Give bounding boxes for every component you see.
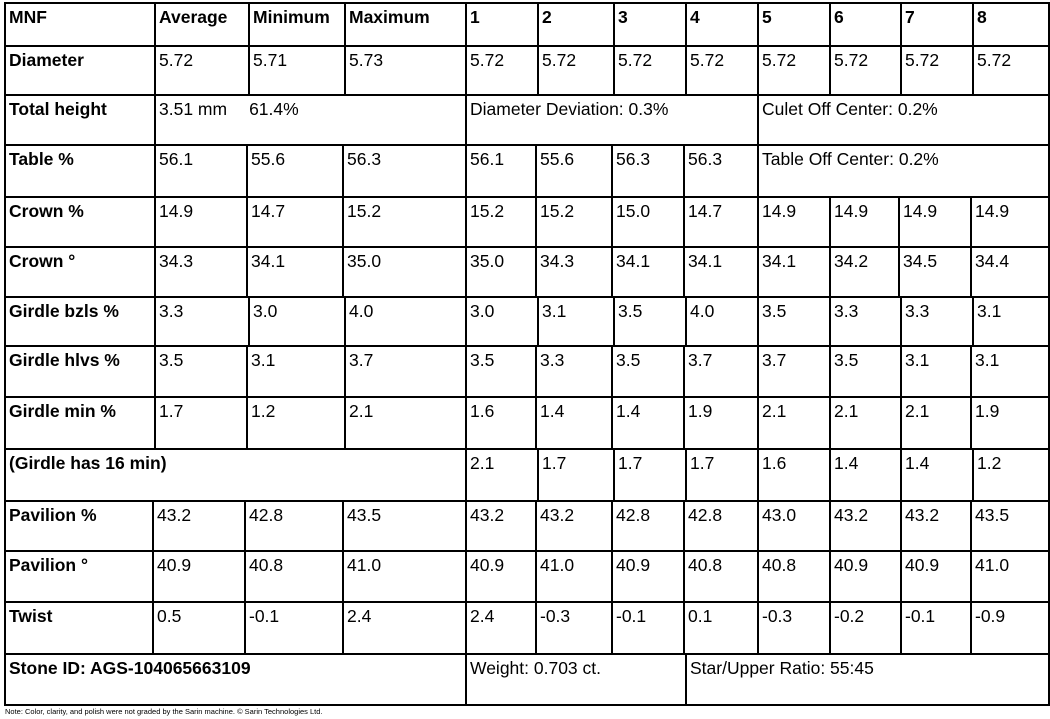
row-6-max: 4.0: [344, 296, 467, 347]
row-8-facet-6: 2.1: [829, 396, 902, 450]
row-1-facet-3: 5.72: [613, 45, 687, 96]
row-7-avg: 3.5: [154, 345, 248, 398]
row-8-min: 1.2: [246, 396, 346, 450]
row-1-min: 5.71: [248, 45, 346, 96]
row-5-label: Crown °: [4, 246, 156, 298]
row-7-facet-8: 3.1: [970, 345, 1050, 398]
girdle-16-min-facet-5: 1.6: [757, 448, 831, 502]
row-6-label: Girdle bzls %: [4, 296, 156, 347]
row-4-facet-5: 14.9: [757, 196, 831, 248]
row-8-max: 2.1: [344, 396, 467, 450]
row-label-table-pct: Table %: [4, 144, 156, 198]
row-11-min: 40.8: [244, 550, 344, 603]
header-cell-max: Maximum: [344, 2, 467, 47]
row-10-facet-5: 43.0: [757, 500, 831, 552]
row-5-facet-4: 34.1: [683, 246, 759, 298]
row-12-avg: 0.5: [152, 601, 246, 655]
row-4-facet-1: 15.2: [465, 196, 537, 248]
row-1-avg: 5.72: [154, 45, 250, 96]
header-cell-facet-2: 2: [537, 2, 615, 47]
header-cell-facet-3: 3: [613, 2, 687, 47]
row-4-facet-6: 14.9: [829, 196, 900, 248]
stone-id: Stone ID: AGS-104065663109: [4, 653, 467, 706]
row-6-facet-5: 3.5: [757, 296, 831, 347]
row-11-facet-2: 41.0: [535, 550, 613, 603]
row-8-facet-5: 2.1: [757, 396, 831, 450]
row-7-facet-6: 3.5: [829, 345, 902, 398]
row-5-facet-1: 35.0: [465, 246, 537, 298]
row-4-facet-4: 14.7: [683, 196, 759, 248]
table-off-center: Table Off Center: 0.2%: [757, 144, 1050, 198]
footnote: Note: Color, clarity, and polish were not graded by the Sarin machine. © Sarin Technologies Ltd.: [5, 707, 323, 716]
girdle-16-min-facet-7: 1.4: [900, 448, 974, 502]
row-5-facet-7: 34.5: [898, 246, 972, 298]
row-12-facet-6: -0.2: [829, 601, 902, 655]
row-8-facet-8: 1.9: [970, 396, 1050, 450]
row-6-facet-2: 3.1: [537, 296, 615, 347]
row-5-facet-2: 34.3: [535, 246, 613, 298]
table-pct-max: 56.3: [342, 144, 467, 198]
row-8-avg: 1.7: [154, 396, 248, 450]
row-8-label: Girdle min %: [4, 396, 156, 450]
row-8-facet-2: 1.4: [535, 396, 613, 450]
row-12-max: 2.4: [342, 601, 467, 655]
row-10-min: 42.8: [244, 500, 344, 552]
row-6-facet-6: 3.3: [829, 296, 902, 347]
row-8-facet-1: 1.6: [465, 396, 537, 450]
row-7-facet-2: 3.3: [535, 345, 613, 398]
row-10-max: 43.5: [342, 500, 467, 552]
row-12-facet-4: 0.1: [683, 601, 759, 655]
row-12-facet-7: -0.1: [900, 601, 972, 655]
row-5-facet-3: 34.1: [611, 246, 685, 298]
row-10-label: Pavilion %: [4, 500, 154, 552]
row-1-facet-7: 5.72: [900, 45, 974, 96]
row-7-label: Girdle hlvs %: [4, 345, 156, 398]
girdle-16-min-facet-8: 1.2: [972, 448, 1050, 502]
girdle-16-min-facet-6: 1.4: [829, 448, 902, 502]
row-6-facet-1: 3.0: [465, 296, 539, 347]
row-7-min: 3.1: [246, 345, 346, 398]
header-cell-min: Minimum: [248, 2, 346, 47]
girdle-16-min-facet-2: 1.7: [537, 448, 615, 502]
row-1-facet-4: 5.72: [685, 45, 759, 96]
girdle-16-min-facet-4: 1.7: [685, 448, 759, 502]
table-pct-avg: 56.1: [154, 144, 248, 198]
diameter-deviation: Diameter Deviation: 0.3%: [465, 94, 759, 146]
total-height-mm: 3.51 mm: [159, 99, 228, 119]
row-12-min: -0.1: [244, 601, 344, 655]
row-11-facet-4: 40.8: [683, 550, 759, 603]
row-6-facet-4: 4.0: [685, 296, 759, 347]
row-6-facet-3: 3.5: [613, 296, 687, 347]
row-label-girdle-count: (Girdle has 16 min): [4, 448, 467, 502]
row-8-facet-3: 1.4: [611, 396, 685, 450]
table-pct-min: 55.6: [246, 144, 344, 198]
row-1-facet-1: 5.72: [465, 45, 539, 96]
culet-off-center: Culet Off Center: 0.2%: [757, 94, 1050, 146]
row-12-facet-3: -0.1: [611, 601, 685, 655]
row-8-facet-4: 1.9: [683, 396, 759, 450]
row-4-facet-7: 14.9: [898, 196, 972, 248]
row-5-max: 35.0: [342, 246, 467, 298]
row-10-facet-8: 43.5: [970, 500, 1050, 552]
table-pct-facet-3: 56.3: [611, 144, 685, 198]
row-1-label: Diameter: [4, 45, 156, 96]
row-7-facet-5: 3.7: [757, 345, 831, 398]
header-cell-facet-6: 6: [829, 2, 902, 47]
row-11-facet-1: 40.9: [465, 550, 537, 603]
row-7-max: 3.7: [344, 345, 467, 398]
row-10-facet-3: 42.8: [611, 500, 685, 552]
header-cell-avg: Average: [154, 2, 250, 47]
row-6-facet-7: 3.3: [900, 296, 974, 347]
row-1-max: 5.73: [344, 45, 467, 96]
row-12-facet-1: 2.4: [465, 601, 537, 655]
row-5-facet-6: 34.2: [829, 246, 900, 298]
row-4-facet-2: 15.2: [535, 196, 613, 248]
row-10-facet-4: 42.8: [683, 500, 759, 552]
row-11-facet-3: 40.9: [611, 550, 685, 603]
row-11-facet-7: 40.9: [900, 550, 972, 603]
header-cell-facet-8: 8: [972, 2, 1050, 47]
table-pct-facet-4: 56.3: [683, 144, 759, 198]
header-cell-facet-5: 5: [757, 2, 831, 47]
header-cell-facet-7: 7: [900, 2, 974, 47]
row-11-facet-6: 40.9: [829, 550, 902, 603]
girdle-16-min-facet-1: 2.1: [465, 448, 539, 502]
row-4-facet-3: 15.0: [611, 196, 685, 248]
row-label-total-height: Total height: [4, 94, 156, 146]
row-11-max: 41.0: [342, 550, 467, 603]
row-10-facet-7: 43.2: [900, 500, 972, 552]
row-8-facet-7: 2.1: [900, 396, 972, 450]
row-1-facet-6: 5.72: [829, 45, 902, 96]
row-10-avg: 43.2: [152, 500, 246, 552]
row-1-facet-8: 5.72: [972, 45, 1050, 96]
row-12-label: Twist: [4, 601, 154, 655]
row-12-facet-2: -0.3: [535, 601, 613, 655]
row-1-facet-5: 5.72: [757, 45, 831, 96]
row-5-facet-8: 34.4: [970, 246, 1050, 298]
row-4-max: 15.2: [342, 196, 467, 248]
star-upper-ratio: Star/Upper Ratio: 55:45: [685, 653, 1050, 706]
row-4-avg: 14.9: [154, 196, 248, 248]
row-4-min: 14.7: [246, 196, 344, 248]
row-6-min: 3.0: [248, 296, 346, 347]
row-11-label: Pavilion °: [4, 550, 154, 603]
table-pct-facet-2: 55.6: [535, 144, 613, 198]
header-cell-facet-4: 4: [685, 2, 759, 47]
row-11-facet-8: 41.0: [970, 550, 1050, 603]
row-10-facet-1: 43.2: [465, 500, 537, 552]
row-1-facet-2: 5.72: [537, 45, 615, 96]
table-pct-facet-1: 56.1: [465, 144, 537, 198]
row-7-facet-7: 3.1: [900, 345, 972, 398]
row-12-facet-8: -0.9: [970, 601, 1050, 655]
row-4-label: Crown %: [4, 196, 156, 248]
weight: Weight: 0.703 ct.: [465, 653, 687, 706]
row-11-avg: 40.9: [152, 550, 246, 603]
row-10-facet-2: 43.2: [535, 500, 613, 552]
row-7-facet-4: 3.7: [683, 345, 759, 398]
row-7-facet-1: 3.5: [465, 345, 537, 398]
header-cell-mnf: MNF: [4, 2, 156, 47]
total-height-value: [154, 94, 467, 146]
row-6-avg: 3.3: [154, 296, 250, 347]
girdle-16-min-facet-3: 1.7: [613, 448, 687, 502]
total-height-percent: 61.4%: [249, 99, 299, 119]
row-10-facet-6: 43.2: [829, 500, 902, 552]
row-11-facet-5: 40.8: [757, 550, 831, 603]
row-7-facet-3: 3.5: [611, 345, 685, 398]
header-cell-facet-1: 1: [465, 2, 539, 47]
row-5-avg: 34.3: [154, 246, 248, 298]
row-12-facet-5: -0.3: [757, 601, 831, 655]
row-5-facet-5: 34.1: [757, 246, 831, 298]
row-4-facet-8: 14.9: [970, 196, 1050, 248]
row-6-facet-8: 3.1: [972, 296, 1050, 347]
row-5-min: 34.1: [246, 246, 344, 298]
